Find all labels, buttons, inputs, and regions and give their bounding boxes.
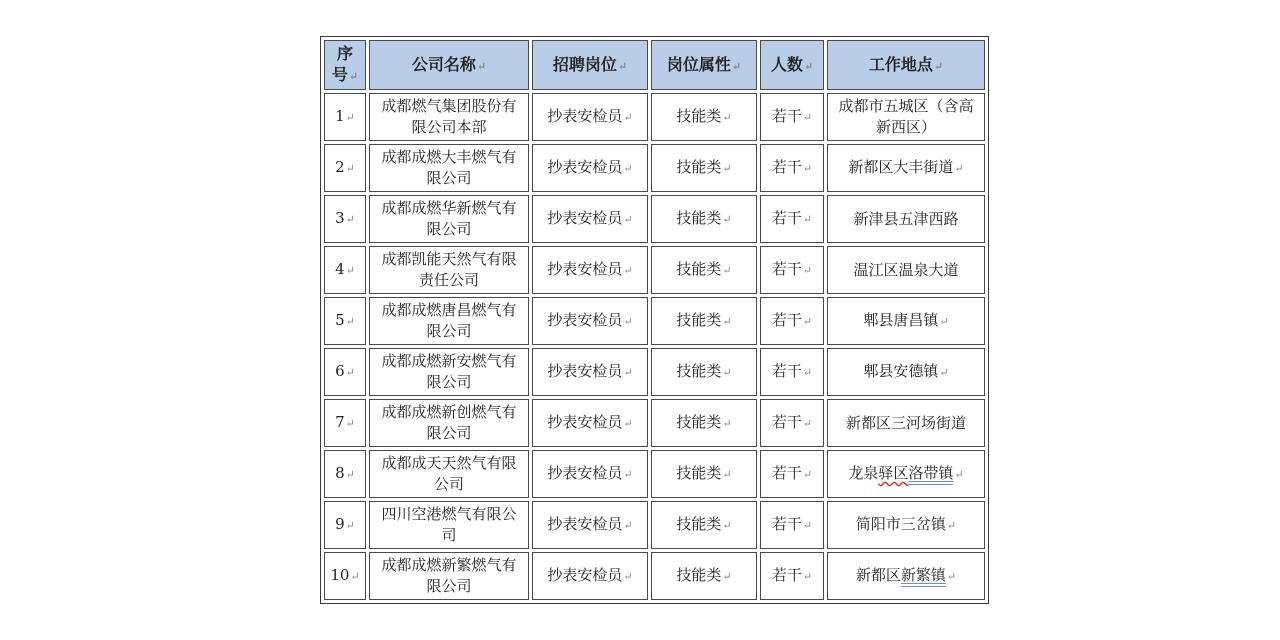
cell-position: 抄表安检员↵ [532,144,648,192]
cell-count: 若干↵ [760,93,824,141]
cell-serial: 8↵ [324,450,366,498]
cell-position: 抄表安检员↵ [532,348,648,396]
cell-count: 若干↵ [760,246,824,294]
grammar-underline: 新繁镇 [900,566,946,584]
cell-attribute: 技能类↵ [651,399,757,447]
cell-location: 新都区大丰街道↵ [827,144,985,192]
cell-attribute: 技能类↵ [651,144,757,192]
cell-serial: 9↵ [324,501,366,549]
cell-serial: 5↵ [324,297,366,345]
cell-location: 郫县安德镇↵ [827,348,985,396]
cell-position: 抄表安检员↵ [532,93,648,141]
table-row [324,552,985,600]
cell-company: 成都成燃新繁燃气有限公司 [369,552,529,600]
cell-company: 成都燃气集团股份有限公司本部 [369,93,529,141]
table-row [324,450,985,498]
cell-count: 若干↵ [760,195,824,243]
table-row [324,399,985,447]
cell-count: 若干↵ [760,450,824,498]
table-row [324,195,985,243]
cell-count: 若干↵ [760,501,824,549]
cell-attribute: 技能类↵ [651,195,757,243]
header-company-label: 公司名称 [411,54,476,74]
header-count: 人数↵ [760,40,824,90]
cell-serial: 6↵ [324,348,366,396]
cell-serial: 3↵ [324,195,366,243]
cell-location: 成都市五城区（含高新西区） [827,93,985,141]
cell-count: 若干↵ [760,297,824,345]
header-location-label: 工作地点 [868,54,933,74]
cell-location: 新津县五津西路 [827,195,985,243]
cell-position: 抄表安检员↵ [532,195,648,243]
cell-count: 若干↵ [760,399,824,447]
cell-company: 成都成天天然气有限公司 [369,450,529,498]
header-position: 招聘岗位↵ [532,40,648,90]
cell-serial: 7↵ [324,399,366,447]
cell-location: 简阳市三岔镇↵ [827,501,985,549]
cell-attribute: 技能类↵ [651,93,757,141]
cell-serial: 10↵ [324,552,366,600]
cell-serial: 1↵ [324,93,366,141]
grammar-underline: 洛带镇 [908,464,954,482]
table-row [324,297,985,345]
header-serial-line1: 序 [336,44,353,63]
cell-attribute: 技能类↵ [651,501,757,549]
spellcheck-underline: 驿区 [878,464,909,482]
cell-count: 若干↵ [760,144,824,192]
cell-company: 成都成燃新安燃气有限公司 [369,348,529,396]
cell-attribute: 技能类↵ [651,552,757,600]
cell-company: 四川空港燃气有限公司 [369,501,529,549]
cell-position: 抄表安检员↵ [532,297,648,345]
cell-location: 温江区温泉大道 [827,246,985,294]
cell-company: 成都成燃大丰燃气有限公司 [369,144,529,192]
cell-position: 抄表安检员↵ [532,246,648,294]
table-row [324,144,985,192]
cell-attribute: 技能类↵ [651,297,757,345]
header-position-label: 招聘岗位 [552,54,617,74]
recruitment-table [320,36,989,604]
cell-location: 新都区新繁镇↵ [827,552,985,600]
header-location: 工作地点↵ [827,40,985,90]
table-row [324,93,985,141]
header-attribute: 岗位属性↵ [651,40,757,90]
cell-company: 成都成燃华新燃气有限公司 [369,195,529,243]
cell-attribute: 技能类↵ [651,450,757,498]
table-row [324,348,985,396]
cell-location: 郫县唐昌镇↵ [827,297,985,345]
header-attribute-label: 岗位属性 [666,54,731,74]
cell-position: 抄表安检员↵ [532,450,648,498]
header-company-name: 公司名称↵ [369,40,529,90]
cell-location: 新都区三河场街道 [827,399,985,447]
table-header-row [324,40,985,90]
table-row [324,501,985,549]
cell-attribute: 技能类↵ [651,246,757,294]
cell-location: 龙泉驿区洛带镇↵ [827,450,985,498]
cell-position: 抄表安检员↵ [532,501,648,549]
cell-serial: 2↵ [324,144,366,192]
cell-count: 若干↵ [760,552,824,600]
table-row [324,246,985,294]
cell-company: 成都凯能天然气有限责任公司 [369,246,529,294]
cell-position: 抄表安检员↵ [532,399,648,447]
header-serial-line2: 号 [331,65,348,84]
cell-company: 成都成燃新创燃气有限公司 [369,399,529,447]
header-serial-number: 序 号↵ [324,40,366,90]
cell-position: 抄表安检员↵ [532,552,648,600]
cell-serial: 4↵ [324,246,366,294]
cell-count: 若干↵ [760,348,824,396]
cell-attribute: 技能类↵ [651,348,757,396]
cell-company: 成都成燃唐昌燃气有限公司 [369,297,529,345]
header-count-label: 人数 [770,54,803,74]
